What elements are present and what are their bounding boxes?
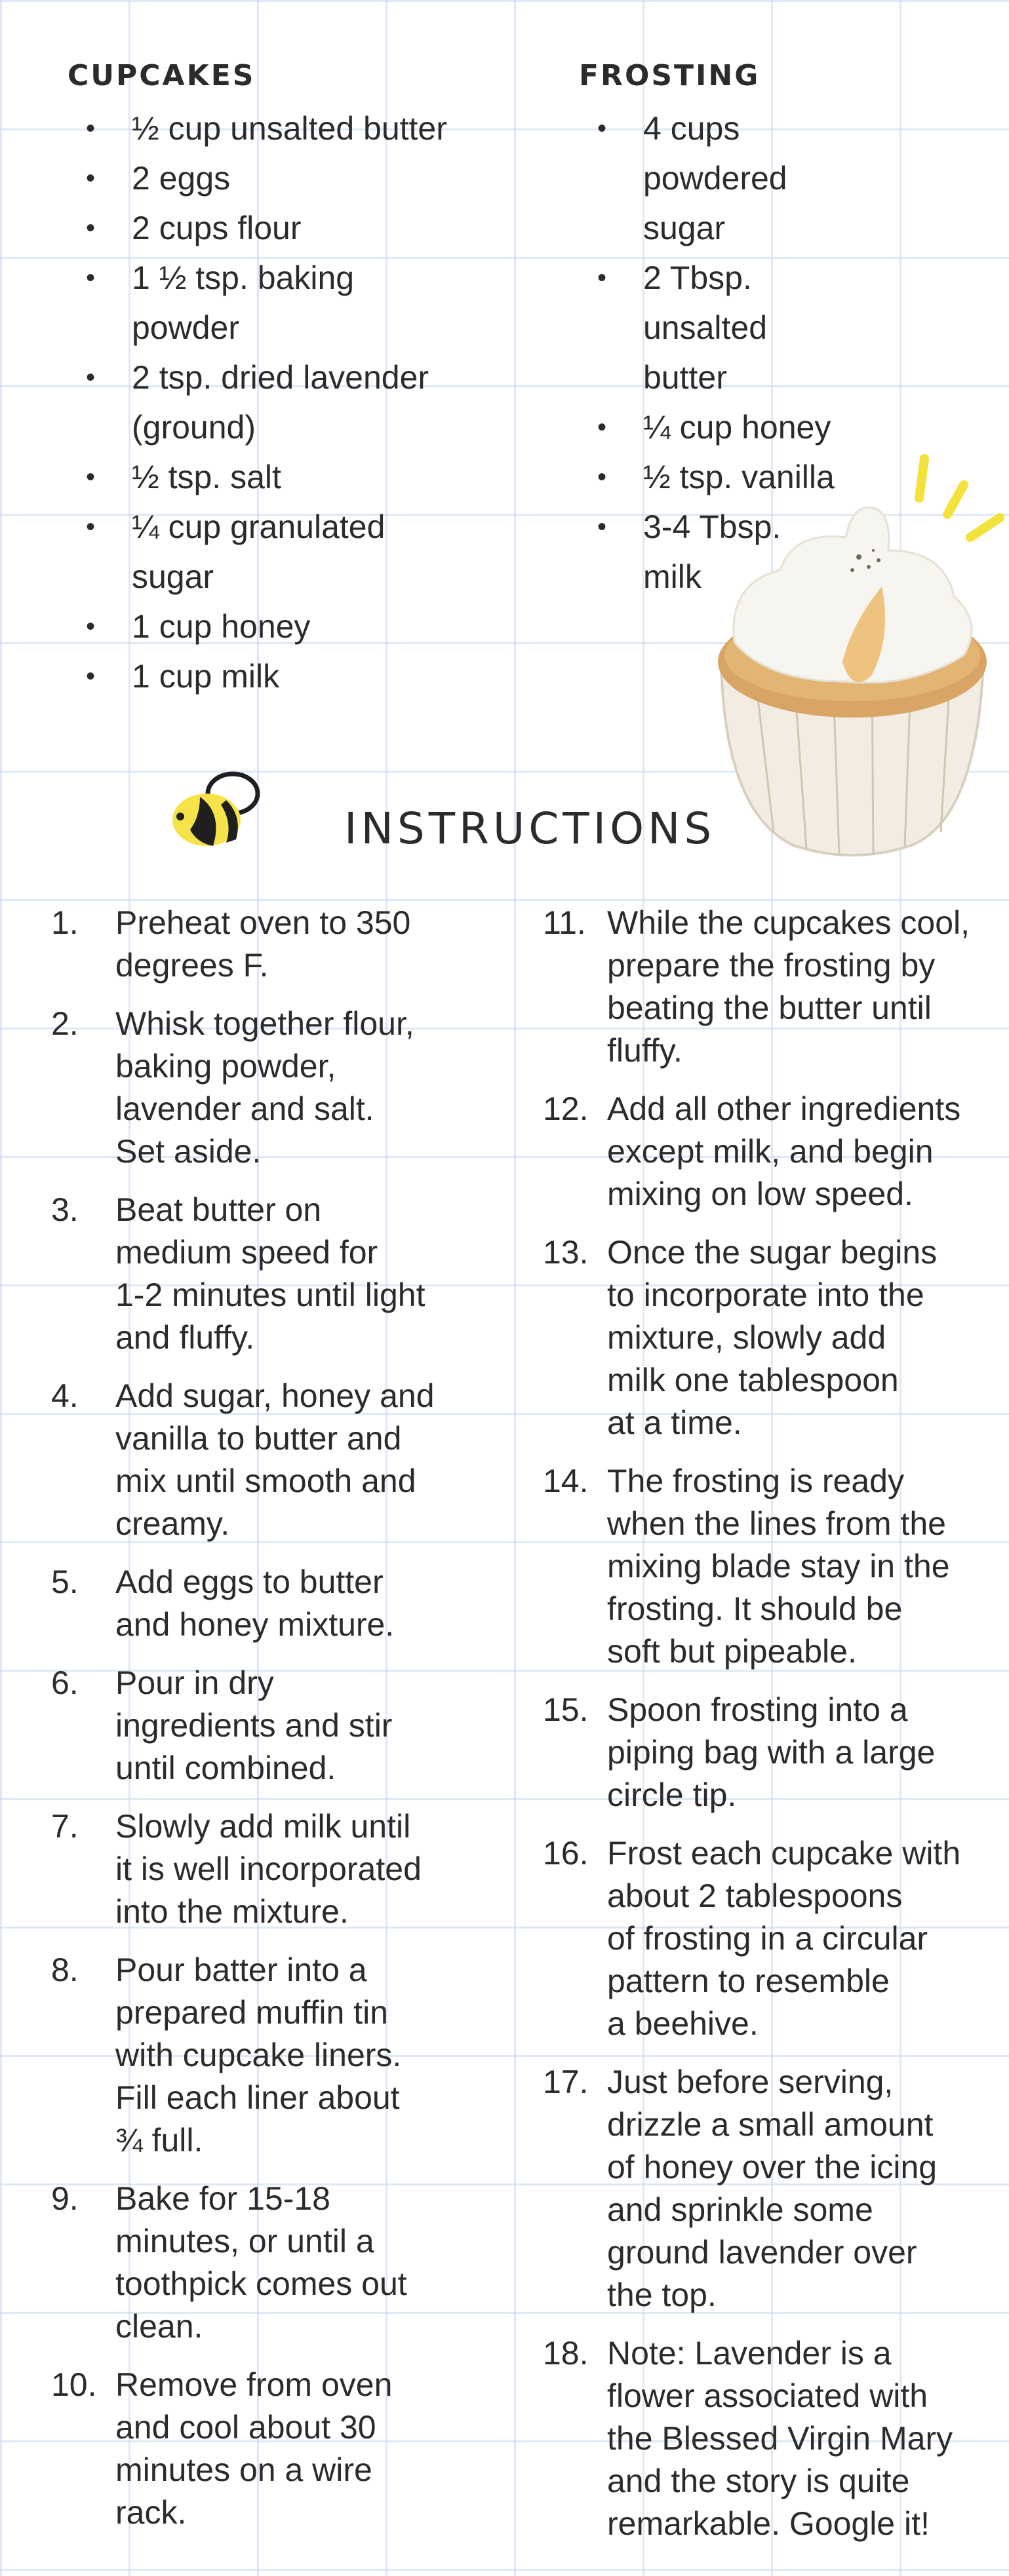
instruction-step xyxy=(543,902,989,1072)
ingredient-item: • 1 cup milk xyxy=(68,651,487,701)
instruction-step xyxy=(51,902,471,987)
instruction-steps-right xyxy=(543,902,989,2561)
instruction-step xyxy=(51,2178,471,2348)
step-number: 13. xyxy=(543,1234,589,1271)
ingredient-item: • 2 Tbsp. unsalted butter xyxy=(579,253,854,402)
ingredient-item: • ½ tsp. vanilla xyxy=(579,452,854,502)
step-number: 11. xyxy=(543,904,586,941)
step-number: 9. xyxy=(51,2180,79,2217)
step-text: The frosting is ready when the lines from the mixing blade stay in the frosting. It should be soft but pipeable. xyxy=(607,1463,950,1670)
instruction-step xyxy=(51,2364,471,2534)
ingredient-item: • 2 tsp. dried lavender (ground) xyxy=(68,353,487,452)
step-number: 10. xyxy=(51,2366,97,2403)
step-number: 7. xyxy=(51,1808,79,1845)
step-number: 5. xyxy=(51,1564,79,1600)
instruction-step xyxy=(543,1088,989,1216)
ingredient-item: • 1 cup honey xyxy=(68,602,487,651)
step-number: 2. xyxy=(51,1005,79,1042)
sparkle-lines-icon xyxy=(919,459,1000,537)
instructions-heading: INSTRUCTIONS xyxy=(344,803,716,854)
step-text: Whisk together flour, baking powder, lavender and salt. Set aside. xyxy=(115,1005,414,1170)
step-text: Bake for 15-18 minutes, or until a toothpick comes out clean. xyxy=(115,2180,407,2345)
instruction-step xyxy=(51,1561,471,1646)
ingredient-item: • ½ cup unsalted butter xyxy=(68,104,487,153)
cupcake-photo xyxy=(695,446,1009,865)
ingredient-item: • 2 eggs xyxy=(68,153,487,203)
instruction-step xyxy=(51,1375,471,1545)
cupcakes-ingredient-list xyxy=(68,104,487,701)
instruction-step xyxy=(51,1189,471,1359)
step-number: 6. xyxy=(51,1664,79,1701)
step-number: 14. xyxy=(543,1463,589,1499)
instruction-step xyxy=(543,1689,989,1817)
step-text: Note: Lavender is a flower associated with the Blessed Virgin Mary and the story is quite remarkable. Google it! xyxy=(607,2335,953,2542)
step-number: 3. xyxy=(51,1191,79,1228)
ingredient-item: • 2 cups flour xyxy=(68,203,487,253)
step-text: Add eggs to butter and honey mixture. xyxy=(115,1564,395,1643)
step-text: Beat butter on medium speed for 1-2 minutes until light and fluffy. xyxy=(115,1191,425,1356)
instruction-step xyxy=(51,1805,471,1933)
step-text: Just before serving, drizzle a small amount of honey over the icing and sprinkle some ground lavender over the top. xyxy=(607,2064,938,2313)
step-text: Slowly add milk until it is well incorporated into the mixture. xyxy=(115,1808,422,1930)
step-text: Remove from oven and cool about 30 minutes on a wire rack. xyxy=(115,2366,393,2531)
instruction-step xyxy=(543,1231,989,1444)
step-text: Add all other ingredients except milk, and begin mixing on low speed. xyxy=(607,1090,961,1212)
ingredient-item: • ½ tsp. salt xyxy=(68,452,487,502)
step-number: 17. xyxy=(543,2064,589,2100)
instruction-step xyxy=(543,2332,989,2545)
step-number: 4. xyxy=(51,1377,79,1414)
instruction-step xyxy=(543,1460,989,1673)
instruction-steps-left xyxy=(51,902,471,2550)
step-text: Once the sugar begins to incorporate into the mixture, slowly add milk one tablespoon at a time. xyxy=(607,1234,938,1441)
step-number: 15. xyxy=(543,1691,589,1728)
step-number: 12. xyxy=(543,1090,589,1127)
step-number: 8. xyxy=(51,1951,79,1988)
ingredient-item: • 3-4 Tbsp. milk xyxy=(579,502,854,602)
ingredient-item: • 4 cups powdered sugar xyxy=(579,104,854,253)
instruction-step xyxy=(51,1662,471,1790)
frosting-heading: FROSTING xyxy=(579,59,761,92)
step-number: 1. xyxy=(51,904,79,941)
step-text: Add sugar, honey and vanilla to butter and mix until smooth and creamy. xyxy=(115,1377,435,1542)
cupcakes-heading: CUPCAKES xyxy=(68,59,256,92)
instruction-step xyxy=(543,2061,989,2316)
ingredient-item: • 1 ½ tsp. baking powder xyxy=(68,253,487,353)
instruction-step xyxy=(51,1949,471,2162)
bee-icon xyxy=(161,764,272,856)
instruction-step xyxy=(543,1832,989,2045)
step-text: Preheat oven to 350 degrees F. xyxy=(115,904,411,984)
step-text: While the cupcakes cool, prepare the frosting by beating the butter until fluffy. xyxy=(607,904,970,1069)
ingredient-item: • ¼ cup granulated sugar xyxy=(68,502,487,602)
ingredient-item: • ¼ cup honey xyxy=(579,402,854,452)
step-number: 16. xyxy=(543,1835,589,1872)
step-text: Frost each cupcake with about 2 tablespoons of frosting in a circular pattern to resemble a beehive. xyxy=(607,1835,961,2042)
step-text: Pour batter into a prepared muffin tin with cupcake liners. Fill each liner about ¾ full. xyxy=(115,1951,402,2159)
step-text: Pour in dry ingredients and stir until combined. xyxy=(115,1664,393,1786)
step-number: 18. xyxy=(543,2335,589,2372)
instruction-step xyxy=(51,1003,471,1173)
step-text: Spoon frosting into a piping bag with a large circle tip. xyxy=(607,1691,936,1813)
